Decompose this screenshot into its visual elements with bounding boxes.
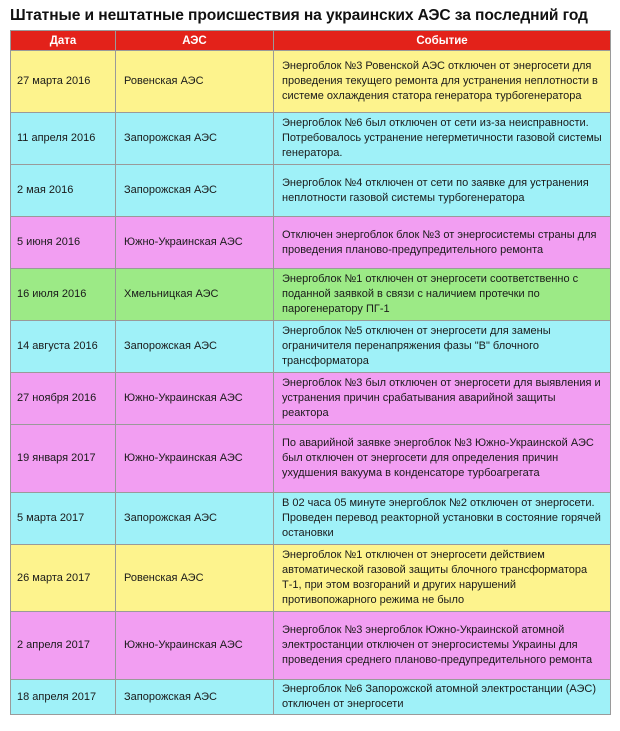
cell-plant: Запорожская АЭС bbox=[116, 113, 274, 165]
cell-event: Энергоблок №3 был отключен от энергосети для выявления и устранения причин срабатывания аварийной защиты реактора bbox=[274, 373, 611, 425]
cell-event: Энергоблок №1 отключен от энергосети соответственно с поданной заявкой в связи с наличием протечки по парогенератору ПГ-1 bbox=[274, 269, 611, 321]
cell-event: Энергоблок №6 Запорожской атомной электростанции (АЭС) отключен от энергосети bbox=[274, 680, 611, 715]
cell-date: 27 ноября 2016 bbox=[11, 373, 116, 425]
cell-event: Энергоблок №3 энергоблок Южно-Украинской атомной электростанции отключен от энергосистемы Украины для проведения среднего планово-предупредительного ремонта bbox=[274, 612, 611, 680]
cell-plant: Запорожская АЭС bbox=[116, 493, 274, 545]
cell-event: Энергоблок №5 отключен от энергосети для замены ограничителя перенапряжения фазы "В" блочного трансформатора bbox=[274, 321, 611, 373]
cell-plant: Запорожская АЭС bbox=[116, 165, 274, 217]
cell-event: Энергоблок №6 был отключен от сети из-за неисправности. Потребовалось устранение негерметичности газовой системы генератора. bbox=[274, 113, 611, 165]
cell-date: 2 апреля 2017 bbox=[11, 612, 116, 680]
table-row bbox=[11, 217, 611, 269]
cell-plant: Ровенская АЭС bbox=[116, 51, 274, 113]
cell-date: 14 августа 2016 bbox=[11, 321, 116, 373]
cell-plant: Ровенская АЭС bbox=[116, 545, 274, 612]
cell-event: По аварийной заявке энергоблок №3 Южно-Украинской АЭС был отключен от энергосети для определения причин ухудшения вакуума в конденсаторе турбоагрегата bbox=[274, 425, 611, 493]
page-title: Штатные и нештатные происшествия на украинских АЭС за последний год bbox=[10, 7, 588, 24]
table-body bbox=[11, 51, 611, 715]
table-row bbox=[11, 493, 611, 545]
cell-date: 2 мая 2016 bbox=[11, 165, 116, 217]
cell-plant: Южно-Украинская АЭС bbox=[116, 373, 274, 425]
header-plant: АЭС bbox=[116, 31, 274, 51]
cell-event: Энергоблок №4 отключен от сети по заявке для устранения неплотности газовой системы турбогенератора bbox=[274, 165, 611, 217]
table-row bbox=[11, 165, 611, 217]
cell-plant: Запорожская АЭС bbox=[116, 321, 274, 373]
table-row bbox=[11, 612, 611, 680]
cell-plant: Запорожская АЭС bbox=[116, 680, 274, 715]
cell-date: 5 марта 2017 bbox=[11, 493, 116, 545]
table-row bbox=[11, 269, 611, 321]
cell-date: 26 марта 2017 bbox=[11, 545, 116, 612]
table-row bbox=[11, 373, 611, 425]
header-date: Дата bbox=[11, 31, 116, 51]
table-row bbox=[11, 425, 611, 493]
table-row bbox=[11, 113, 611, 165]
cell-date: 5 июня 2016 bbox=[11, 217, 116, 269]
table-row bbox=[11, 51, 611, 113]
cell-date: 19 января 2017 bbox=[11, 425, 116, 493]
cell-event: В 02 часа 05 минуте энергоблок №2 отключен от энергосети. Проведен перевод реакторной установки в состояние горячей остановки bbox=[274, 493, 611, 545]
table-row bbox=[11, 321, 611, 373]
cell-event: Энергоблок №1 отключен от энергосети действием автоматической газовой защиты блочного трансформатора Т-1, при этом возгораний и других нарушений противопожарного режима не было bbox=[274, 545, 611, 612]
table-row bbox=[11, 545, 611, 612]
table-header bbox=[11, 31, 611, 51]
incidents-table bbox=[10, 30, 611, 715]
cell-date: 16 июля 2016 bbox=[11, 269, 116, 321]
cell-plant: Южно-Украинская АЭС bbox=[116, 425, 274, 493]
cell-plant: Южно-Украинская АЭС bbox=[116, 612, 274, 680]
cell-plant: Хмельницкая АЭС bbox=[116, 269, 274, 321]
cell-event: Энергоблок №3 Ровенской АЭС отключен от энергосети для проведения текущего ремонта для устранения неплотности в системе охлаждения статора генератора турбогенератора bbox=[274, 51, 611, 113]
cell-plant: Южно-Украинская АЭС bbox=[116, 217, 274, 269]
header-row bbox=[11, 31, 611, 51]
table-row bbox=[11, 680, 611, 715]
cell-date: 11 апреля 2016 bbox=[11, 113, 116, 165]
cell-date: 18 апреля 2017 bbox=[11, 680, 116, 715]
cell-date: 27 марта 2016 bbox=[11, 51, 116, 113]
cell-event: Отключен энергоблок блок №3 от энергосистемы страны для проведения планово-предупредительного ремонта bbox=[274, 217, 611, 269]
header-event: Событие bbox=[274, 31, 611, 51]
